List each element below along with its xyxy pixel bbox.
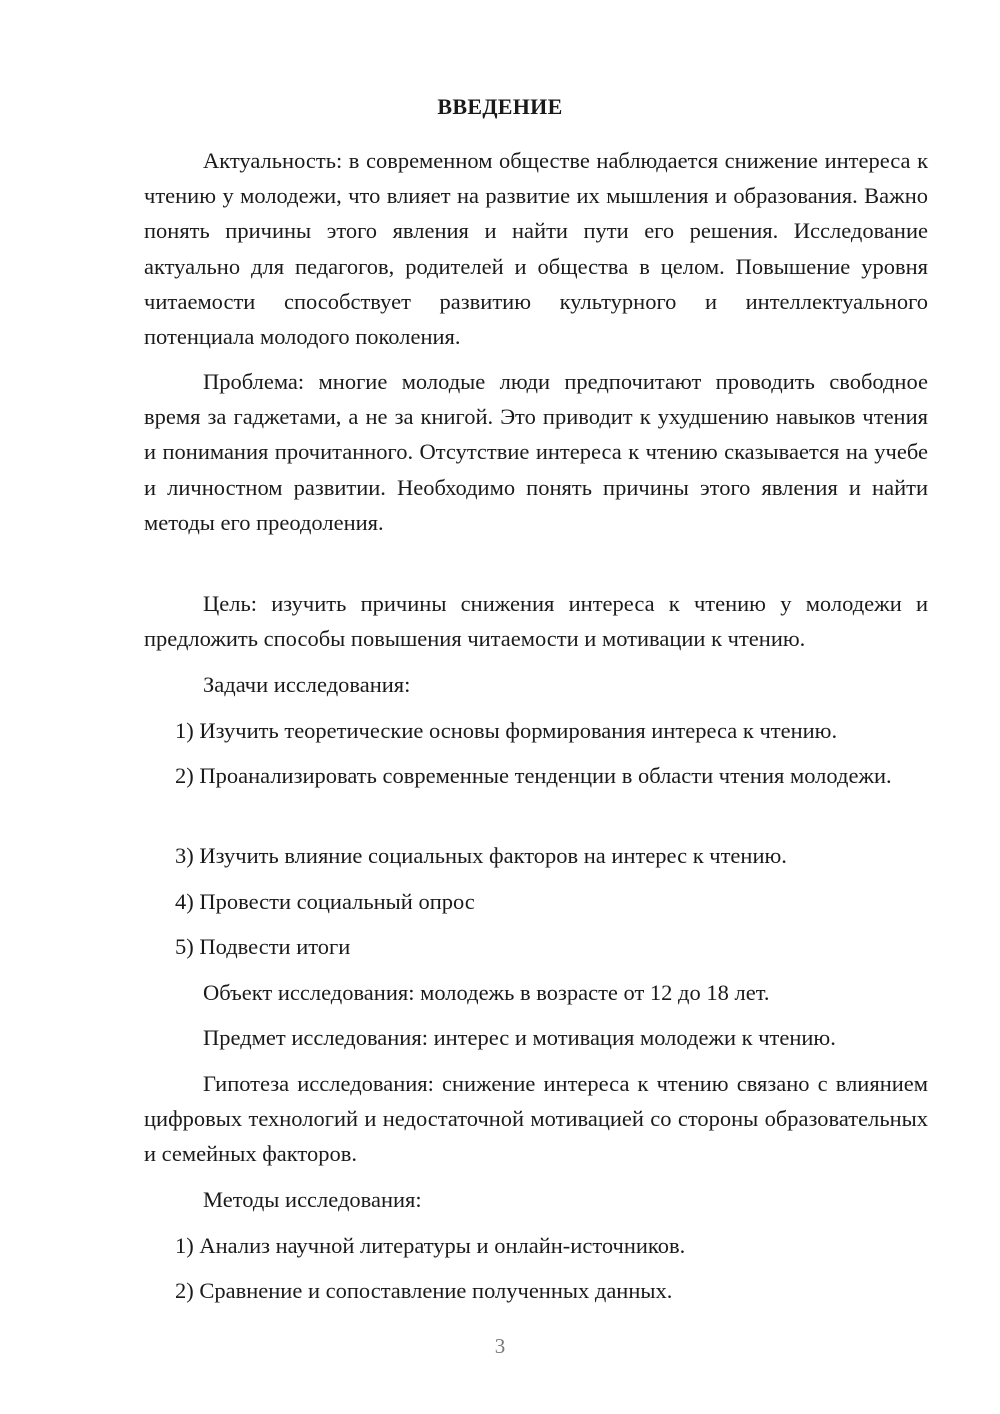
problem-paragraph: Проблема: многие молодые люди предпочитают проводить свободное время за гаджетами, а не за книгой. Это приводит к ухудшению навыков чтения и понимания прочитанного. Отсутствие интереса к чтению сказывается на учебе и личностном развитии. Необходимо понять причины этого явления и найти методы его преодоления. — [144, 369, 928, 535]
task-item-2: 2) Проанализировать современные тенденции в области чтения молодежи. — [175, 763, 892, 788]
subject-paragraph: Предмет исследования: интерес и мотивация молодежи к чтению. — [203, 1025, 836, 1050]
page-title: ВВЕДЕНИЕ — [437, 94, 563, 119]
task-item-3: 3) Изучить влияние социальных факторов на интерес к чтению. — [175, 843, 787, 868]
page-number: 3 — [494, 1334, 506, 1358]
object-paragraph: Объект исследования: молодежь в возрасте от 12 до 18 лет. — [203, 980, 770, 1005]
methods-heading: Методы исследования: — [203, 1187, 422, 1212]
task-item-5: 5) Подвести итоги — [175, 934, 351, 959]
goal-paragraph: Цель: изучить причины снижения интереса к чтению у молодежи и предложить способы повышения читаемости и мотивации к чтению. — [144, 591, 928, 652]
task-item-4: 4) Провести социальный опрос — [175, 889, 475, 914]
relevance-paragraph: Актуальность: в современном обществе наблюдается снижение интереса к чтению у молодежи, что влияет на развитие их мышления и образования. Важно понять причины этого явления и найти пути его решения. Исследование актуально для педагогов, родителей и общества в целом. Повышение уровня читаемости способствует развитию культурного и интеллектуального потенциала молодого поколения. — [144, 148, 928, 350]
hypothesis-paragraph: Гипотеза исследования: снижение интереса к чтению связано с влиянием цифровых технологий и недостаточной мотивацией со стороны образовательных и семейных факторов. — [144, 1071, 928, 1167]
tasks-heading: Задачи исследования: — [203, 672, 411, 697]
method-item-2: 2) Сравнение и сопоставление полученных данных. — [175, 1278, 673, 1303]
task-item-1: 1) Изучить теоретические основы формирования интереса к чтению. — [175, 718, 838, 743]
method-item-1: 1) Анализ научной литературы и онлайн-источников. — [175, 1233, 686, 1258]
